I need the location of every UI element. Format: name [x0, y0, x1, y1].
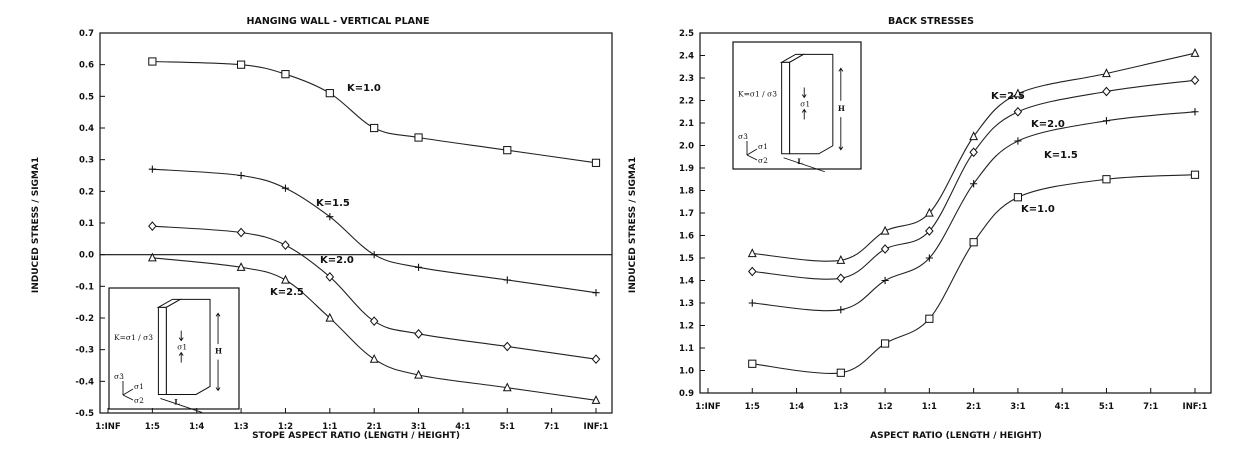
- height-label: H: [215, 346, 223, 356]
- y-tick-label: 1.9: [678, 164, 694, 174]
- data-point: [1014, 137, 1021, 144]
- y-tick-label: 2.3: [678, 74, 694, 84]
- x-tick-label: INF:1: [583, 422, 609, 432]
- slab-edge: [158, 307, 166, 394]
- sigma-label: σ1: [800, 99, 811, 109]
- length-label: L: [174, 397, 180, 407]
- chart-back-stresses: [628, 16, 1211, 441]
- data-point: [149, 58, 156, 65]
- y-tick-label: 1.8: [678, 186, 694, 197]
- data-point: [282, 241, 289, 249]
- x-tick-label: 1:2: [877, 402, 893, 412]
- y-tick-label: 2.1: [678, 119, 694, 129]
- y-tick-label: 1.6: [678, 231, 694, 242]
- series-label: K=2.0: [1031, 119, 1065, 130]
- y-tick-label: 1.1: [678, 344, 694, 354]
- y-tick-label: 1.3: [678, 299, 694, 309]
- y-tick-label: 0.6: [78, 60, 94, 71]
- series-label: K=2.0: [320, 255, 354, 266]
- x-tick-label: 1:4: [788, 402, 805, 412]
- data-point: [1191, 76, 1198, 84]
- data-point: [592, 289, 599, 296]
- axis-label: σ1: [758, 142, 768, 151]
- x-tick-label: 3:1: [410, 422, 427, 432]
- data-point: [282, 71, 289, 78]
- data-point: [326, 90, 333, 97]
- series-label: K=1.0: [1021, 204, 1055, 215]
- axis-label: σ1: [134, 382, 144, 391]
- data-point: [371, 317, 378, 325]
- x-tick-label: 1:4: [189, 422, 205, 432]
- axis-label: σ2: [758, 156, 768, 165]
- data-point: [592, 355, 599, 363]
- data-point: [837, 306, 844, 313]
- axis-label: σ3: [738, 132, 748, 141]
- y-tick-label: 0.3: [78, 155, 94, 166]
- y-tick-label: -0.4: [75, 377, 94, 388]
- x-tick-label: 7:1: [544, 422, 560, 432]
- data-point: [881, 340, 888, 347]
- data-point: [592, 159, 599, 166]
- y-tick-label: 1.7: [678, 209, 694, 219]
- y-tick-label: 0.4: [78, 124, 94, 134]
- x-tick-label: 5:1: [1098, 402, 1115, 412]
- inset-k-label: K=σ1 / σ3: [738, 89, 777, 99]
- x-tick-label: 1:INF: [95, 422, 121, 432]
- y-tick-label: 0.9: [678, 389, 694, 399]
- x-tick-label: 3:1: [1010, 402, 1026, 412]
- y-tick-label: 0.2: [78, 187, 94, 198]
- data-point: [1014, 108, 1021, 116]
- chart-title: HANGING WALL - VERTICAL PLANE: [246, 16, 430, 27]
- y-axis-label: INDUCED STRESS / SIGMA1: [31, 156, 41, 294]
- data-point: [237, 172, 244, 179]
- data-point: [837, 369, 844, 376]
- x-axis-label: STOPE ASPECT RATIO (LENGTH / HEIGHT): [252, 431, 460, 441]
- x-tick-label: 4:1: [1054, 402, 1070, 412]
- y-tick-label: 0.1: [78, 219, 94, 229]
- x-tick-label: 5:1: [499, 422, 515, 432]
- x-tick-label: 1:5: [144, 422, 160, 432]
- y-tick-label: 2.0: [678, 141, 694, 152]
- axis-label: σ2: [134, 396, 144, 405]
- series-line: [152, 62, 596, 163]
- y-tick-label: -0.2: [75, 314, 94, 324]
- chart-title: BACK STRESSES: [888, 16, 974, 27]
- data-point: [282, 185, 289, 192]
- data-point: [149, 222, 156, 230]
- data-point: [1191, 108, 1198, 115]
- length-label: L: [797, 156, 803, 166]
- data-point: [1103, 117, 1110, 124]
- data-point: [749, 267, 756, 275]
- x-tick-label: 1:5: [744, 402, 760, 412]
- x-tick-label: 1:INF: [695, 402, 721, 412]
- data-point: [1014, 194, 1021, 201]
- data-point: [1191, 171, 1198, 178]
- data-point: [326, 314, 333, 321]
- data-point: [415, 264, 422, 271]
- x-tick-label: 7:1: [1143, 402, 1159, 412]
- y-tick-label: 0.0: [78, 250, 94, 261]
- y-tick-label: 1.4: [678, 276, 694, 287]
- slab-edge: [782, 62, 790, 153]
- series-label: K=1.5: [1044, 150, 1078, 161]
- x-tick-label: 1:1: [322, 422, 338, 432]
- y-tick-label: -0.3: [75, 345, 94, 356]
- data-point: [1103, 176, 1110, 183]
- x-axis-label: ASPECT RATIO (LENGTH / HEIGHT): [870, 431, 1042, 441]
- data-point: [282, 276, 289, 283]
- data-point: [749, 360, 756, 367]
- inset-k-label: K=σ1 / σ3: [114, 333, 153, 343]
- chart-hanging-wall: [31, 16, 612, 441]
- data-point: [415, 330, 422, 338]
- data-point: [371, 251, 378, 258]
- data-point: [237, 61, 244, 68]
- data-point: [881, 277, 888, 284]
- y-tick-label: 0.7: [78, 29, 94, 39]
- x-tick-label: 1:3: [233, 422, 249, 432]
- y-tick-label: 2.2: [678, 96, 694, 107]
- series-label: K=1.5: [316, 198, 350, 209]
- series-label: K=1.0: [347, 83, 381, 94]
- y-tick-label: 1.5: [678, 254, 694, 264]
- y-axis-label: INDUCED STRESS / SIGMA1: [628, 156, 638, 294]
- y-tick-label: -0.5: [75, 409, 94, 419]
- data-point: [749, 249, 756, 256]
- series-label: K=2.5: [991, 91, 1025, 102]
- height-label: H: [837, 103, 845, 113]
- data-point: [371, 355, 378, 362]
- y-tick-label: 0.5: [78, 92, 94, 103]
- data-point: [504, 342, 511, 350]
- data-point: [1191, 49, 1198, 56]
- y-tick-label: 1.2: [678, 321, 694, 332]
- series-line: [152, 169, 596, 293]
- data-point: [837, 274, 844, 282]
- slab-face: [790, 54, 833, 153]
- series-label: K=2.5: [270, 287, 304, 298]
- sigma-label: σ1: [177, 342, 188, 352]
- axis-label: σ3: [114, 372, 124, 381]
- data-point: [149, 166, 156, 173]
- inset-diagram: [733, 42, 861, 172]
- x-tick-label: 4:1: [455, 422, 471, 432]
- x-tick-label: INF:1: [1182, 402, 1208, 412]
- data-point: [970, 239, 977, 246]
- data-point: [504, 276, 511, 283]
- x-tick-label: 1:3: [833, 402, 849, 412]
- data-point: [371, 124, 378, 131]
- y-tick-label: 2.5: [678, 29, 694, 39]
- inset-diagram: [109, 288, 239, 412]
- y-tick-label: -0.1: [75, 282, 94, 293]
- y-tick-label: 2.4: [678, 51, 694, 62]
- x-tick-label: 1:2: [277, 422, 294, 432]
- x-tick-label: 2:1: [966, 402, 982, 412]
- data-point: [926, 315, 933, 322]
- x-tick-label: 2:1: [366, 422, 382, 432]
- data-point: [237, 228, 244, 236]
- data-point: [1103, 87, 1110, 95]
- data-point: [881, 245, 888, 253]
- data-point: [881, 227, 888, 234]
- data-point: [415, 134, 422, 141]
- x-tick-label: 1:1: [921, 402, 937, 412]
- series-line: [752, 175, 1195, 374]
- y-tick-label: 1.0: [678, 366, 694, 377]
- slab-face: [166, 299, 210, 394]
- data-point: [749, 299, 756, 306]
- data-point: [504, 147, 511, 154]
